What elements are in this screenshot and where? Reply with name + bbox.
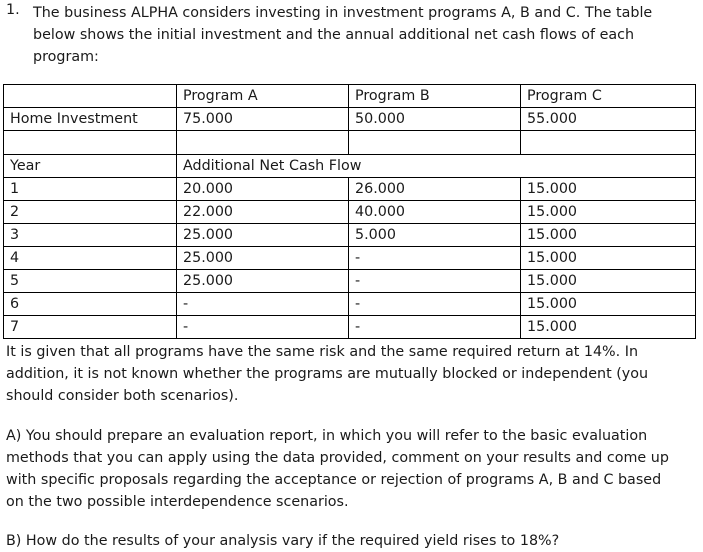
investment-table [3, 84, 696, 339]
cash-flow-label: Additional Net Cash Flow [177, 155, 696, 178]
program-a-cell: 25.000 [177, 270, 349, 293]
program-b-cell: - [349, 293, 521, 316]
program-a-cell: - [177, 316, 349, 339]
program-c-cell: 15.000 [521, 247, 696, 270]
part-a-line-1: A) You should prepare an evaluation report, in which you will refer to the basic evaluation [6, 428, 648, 444]
year-label: Year [4, 155, 177, 178]
investment-a: 75.000 [177, 108, 349, 131]
year-cell: 6 [4, 293, 177, 316]
year-cell: 3 [4, 224, 177, 247]
body-line-1: It is given that all programs have the same risk and the same required return at 14%. In [6, 344, 639, 360]
year-cell: 5 [4, 270, 177, 293]
table-row [4, 270, 696, 293]
program-a-cell: 25.000 [177, 224, 349, 247]
program-a-cell: 25.000 [177, 247, 349, 270]
table-row [4, 293, 696, 316]
program-b-cell: - [349, 247, 521, 270]
intro-line-3: program: [33, 49, 99, 65]
year-cell: 1 [4, 178, 177, 201]
investment-label: Home Investment [4, 108, 177, 131]
table-row [4, 316, 696, 339]
investment-b: 50.000 [349, 108, 521, 131]
table-row [4, 247, 696, 270]
header-program-c: Program C [521, 85, 696, 108]
header-program-a: Program A [177, 85, 349, 108]
part-b-line-1: B) How do the results of your analysis vary if the required yield rises to 18%? [6, 533, 560, 549]
program-c-cell: 15.000 [521, 224, 696, 247]
part-a-line-3: with specific proposals regarding the acceptance or rejection of programs A, B and C based [6, 472, 662, 488]
table-row [4, 178, 696, 201]
year-cell: 7 [4, 316, 177, 339]
table-row [4, 224, 696, 247]
program-c-cell: 15.000 [521, 178, 696, 201]
program-c-cell: 15.000 [521, 293, 696, 316]
program-c-cell: 15.000 [521, 201, 696, 224]
part-a-line-4: on the two possible interdependence scenarios. [6, 494, 349, 510]
body-line-3: should consider both scenarios). [6, 388, 239, 404]
program-b-cell: - [349, 316, 521, 339]
program-a-cell: 22.000 [177, 201, 349, 224]
year-cell: 2 [4, 201, 177, 224]
table-header-row [4, 85, 696, 108]
header-cell-empty [4, 85, 177, 108]
intro-line-2: below shows the initial investment and the annual additional net cash flows of each [33, 27, 635, 43]
program-a-cell: - [177, 293, 349, 316]
header-program-b: Program B [349, 85, 521, 108]
year-header-row [4, 155, 696, 178]
table-row [4, 201, 696, 224]
spacer-row [4, 131, 696, 155]
program-b-cell: 26.000 [349, 178, 521, 201]
program-b-cell: 40.000 [349, 201, 521, 224]
program-c-cell: 15.000 [521, 316, 696, 339]
program-c-cell: 15.000 [521, 270, 696, 293]
program-b-cell: - [349, 270, 521, 293]
part-a-line-2: methods that you can apply using the data provided, comment on your results and come up [6, 450, 669, 466]
investment-c: 55.000 [521, 108, 696, 131]
program-b-cell: 5.000 [349, 224, 521, 247]
intro-line-1: The business ALPHA considers investing in investment programs A, B and C. The table [33, 5, 653, 21]
year-cell: 4 [4, 247, 177, 270]
question-number: 1. [6, 2, 20, 18]
body-line-2: addition, it is not known whether the programs are mutually blocked or independent (you [6, 366, 649, 382]
program-a-cell: 20.000 [177, 178, 349, 201]
investment-row [4, 108, 696, 131]
